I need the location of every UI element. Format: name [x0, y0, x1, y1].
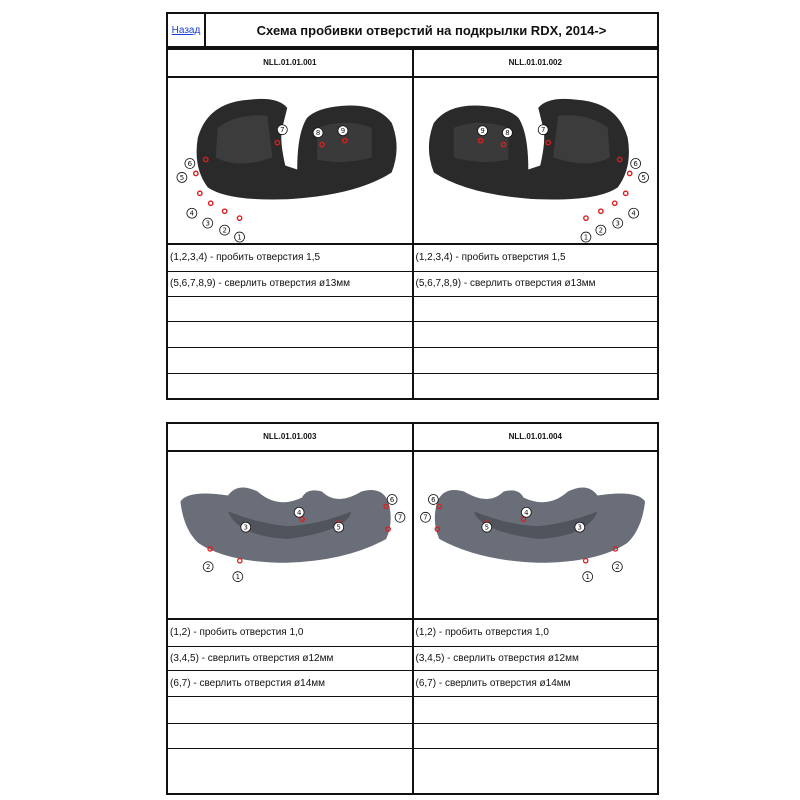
marker-2: 2 — [222, 226, 227, 235]
liner-diagram — [414, 452, 658, 620]
marker-3: 3 — [205, 219, 210, 228]
panel-code: NLL.01.01.001 — [168, 50, 412, 78]
hole-note-row — [168, 697, 412, 724]
panel-code: NLL.01.01.004 — [414, 424, 658, 452]
bottom-block — [166, 422, 659, 795]
back-cell — [168, 14, 206, 46]
panel-code: NLL.01.01.003 — [168, 424, 412, 452]
marker-1: 1 — [237, 233, 242, 242]
hole-note-row: (5,6,7,8,9) - сверлить отверстия ø13мм — [168, 272, 412, 297]
marker-4: 4 — [296, 508, 302, 517]
top-block — [166, 48, 659, 400]
marker-4: 4 — [189, 209, 195, 218]
marker-3: 3 — [243, 523, 248, 532]
marker-7: 7 — [422, 513, 428, 522]
marker-6: 6 — [632, 159, 638, 168]
hole-note-row — [168, 749, 412, 793]
wheel-liner-left-grey-image — [168, 452, 412, 618]
marker-9: 9 — [340, 127, 346, 136]
hole-note-row — [414, 749, 658, 793]
back-link[interactable]: Назад — [171, 24, 201, 36]
liner-diagram — [414, 78, 658, 245]
marker-8: 8 — [315, 129, 321, 138]
panel-code: NLL.01.01.002 — [414, 50, 658, 78]
hole-note-row — [414, 297, 658, 323]
panel-nll-004 — [412, 424, 658, 793]
marker-1: 1 — [235, 572, 241, 581]
marker-5: 5 — [640, 173, 646, 182]
marker-4: 4 — [523, 508, 529, 517]
marker-4: 4 — [630, 209, 636, 218]
marker-5: 5 — [179, 173, 185, 182]
hole-note-row — [168, 374, 412, 398]
hole-note-row — [414, 697, 658, 724]
marker-2: 2 — [614, 562, 620, 571]
marker-5: 5 — [484, 523, 489, 532]
page-header — [166, 12, 659, 48]
marker-7: 7 — [280, 126, 285, 135]
hole-note-row: (5,6,7,8,9) - сверлить отверстия ø13мм — [414, 272, 658, 297]
hole-note-row — [414, 724, 658, 750]
panel-nll-003 — [168, 424, 412, 793]
wheel-liner-left-dark-image — [168, 78, 412, 243]
hole-note-row — [168, 724, 412, 750]
marker-1: 1 — [583, 233, 588, 242]
hole-note-row: (6,7) - сверлить отверстия ø14мм — [168, 671, 412, 697]
marker-2: 2 — [205, 562, 211, 571]
marker-5: 5 — [336, 523, 341, 532]
hole-note-row — [414, 348, 658, 374]
hole-note-row — [168, 348, 412, 374]
hole-note-row: (1,2,3,4) - пробить отверстия 1,5 — [168, 245, 412, 272]
hole-note-row — [168, 322, 412, 348]
hole-note-row: (6,7) - сверлить отверстия ø14мм — [414, 671, 658, 697]
wheel-liner-right-grey-image — [414, 452, 658, 618]
marker-6: 6 — [389, 495, 395, 504]
hole-note-row: (3,4,5) - сверлить отверстия ø12мм — [168, 647, 412, 672]
hole-note-row — [168, 297, 412, 323]
hole-note-row — [414, 322, 658, 348]
panel-nll-002 — [412, 50, 658, 398]
marker-6: 6 — [430, 495, 436, 504]
marker-3: 3 — [577, 523, 582, 532]
panel-nll-001 — [168, 50, 412, 398]
liner-diagram — [168, 78, 412, 245]
marker-6: 6 — [187, 159, 193, 168]
hole-note-row: (1,2,3,4) - пробить отверстия 1,5 — [414, 245, 658, 272]
marker-7: 7 — [397, 513, 403, 522]
hole-note-row: (3,4,5) - сверлить отверстия ø12мм — [414, 647, 658, 672]
marker-3: 3 — [615, 219, 620, 228]
marker-9: 9 — [479, 127, 485, 136]
hole-note-row: (1,2) - пробить отверстия 1,0 — [168, 620, 412, 647]
marker-8: 8 — [504, 129, 510, 138]
page-title: Схема пробивки отверстий на подкрылки RDX, 2014-> — [256, 22, 607, 38]
wheel-liner-right-dark-image — [414, 78, 658, 243]
hole-note-row: (1,2) - пробить отверстия 1,0 — [414, 620, 658, 647]
hole-note-row — [414, 374, 658, 398]
liner-diagram — [168, 452, 412, 620]
marker-7: 7 — [540, 126, 545, 135]
marker-1: 1 — [584, 572, 590, 581]
marker-2: 2 — [598, 226, 603, 235]
